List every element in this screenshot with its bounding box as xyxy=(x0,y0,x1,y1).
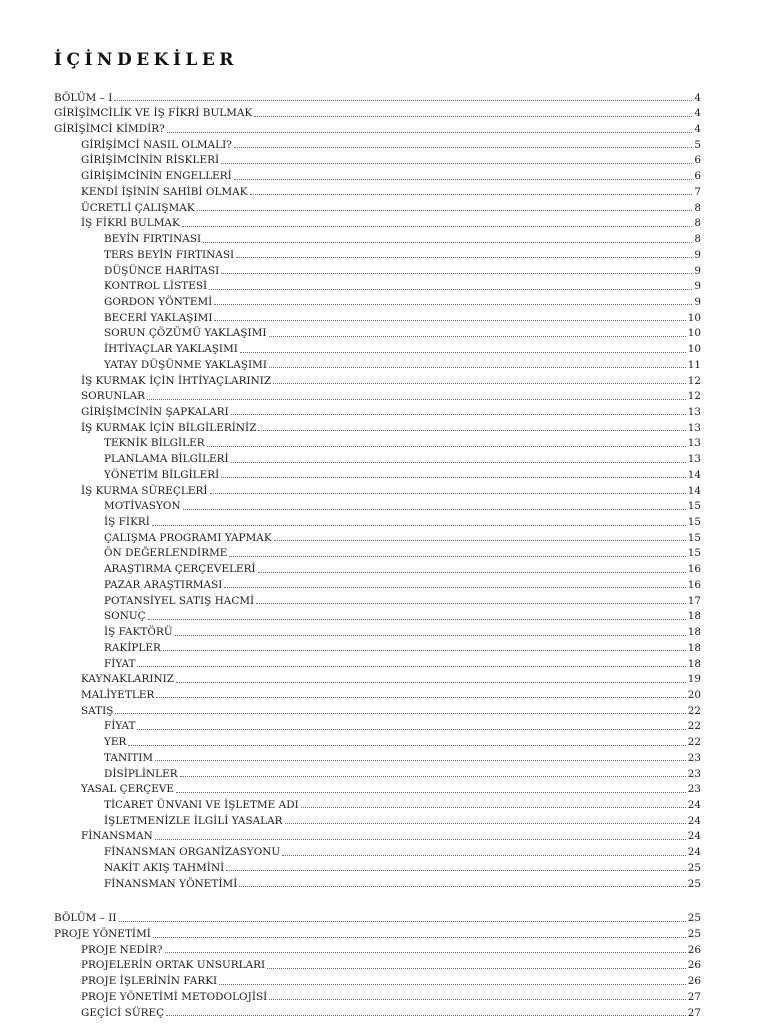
dot-leader xyxy=(182,225,693,227)
toc-page-number: 15 xyxy=(687,516,701,529)
toc-page-number: 24 xyxy=(687,814,701,827)
toc-entry-title: PROJE YÖNETİMİ xyxy=(54,928,151,941)
toc-page-number: 25 xyxy=(687,928,701,941)
dot-leader xyxy=(180,775,686,777)
toc-entry[interactable] xyxy=(104,528,701,544)
toc-page-number: 26 xyxy=(687,943,701,956)
toc-page-number: 13 xyxy=(687,453,701,466)
dot-leader xyxy=(115,712,685,714)
toc-entry[interactable] xyxy=(104,607,701,623)
toc-page-number: 26 xyxy=(687,975,701,988)
toc-entry-title: YASAL ÇERÇEVE xyxy=(81,783,175,796)
toc-entry-title: İŞ KURMAK İÇİN İHTİYAÇLARINIZ xyxy=(81,374,272,387)
dot-leader xyxy=(273,382,686,384)
dot-leader xyxy=(166,1014,686,1016)
toc-entry-title: YÖNETİM BİLGİLERİ xyxy=(104,468,220,481)
toc-entry-title: TERS BEYİN FIRTINASI xyxy=(104,248,235,261)
toc-entry-title: SATIŞ xyxy=(81,704,114,717)
toc-entry-title: İŞLETMENİZLE İLGİLİ YASALAR xyxy=(104,814,283,827)
toc-page-number: 18 xyxy=(687,610,701,623)
toc-entry-title: PLANLAMA BİLGİLERİ xyxy=(104,453,229,466)
dot-leader xyxy=(239,885,685,887)
toc-entry-title: İŞ FİKRİ xyxy=(104,516,150,529)
dot-leader xyxy=(155,838,686,840)
toc-page-number: 24 xyxy=(687,830,701,843)
toc-page-number: 18 xyxy=(687,626,701,639)
dot-leader xyxy=(256,602,686,604)
dot-leader xyxy=(282,854,686,856)
toc-entry[interactable] xyxy=(54,924,701,940)
toc-entry[interactable] xyxy=(104,795,701,811)
toc-entry[interactable] xyxy=(81,135,701,151)
toc-page-number: 9 xyxy=(694,264,701,277)
toc-entry-title: RAKİPLER xyxy=(104,641,161,654)
dot-leader xyxy=(274,539,686,541)
dot-leader xyxy=(183,508,686,510)
toc-entry-title: TEKNİK BİLGİLER xyxy=(104,437,205,450)
toc-entry[interactable] xyxy=(81,402,701,418)
toc-page-number: 5 xyxy=(694,138,701,151)
toc-entry-title: ÇALIŞMA PROGRAMI YAPMAK xyxy=(104,531,272,544)
toc-entry-title: SONUÇ xyxy=(104,610,146,623)
toc-entry[interactable] xyxy=(81,940,701,956)
toc-entry-title: SORUN ÇÖZÜMÜ YAKLAŞIMI xyxy=(104,327,267,340)
toc-entry-title: GORDON YÖNTEMİ xyxy=(104,295,213,308)
toc-page-number: 22 xyxy=(687,736,701,749)
toc-entry-title: BÖLÜM – I xyxy=(54,91,113,104)
dot-leader xyxy=(165,951,686,953)
toc-page-number: 9 xyxy=(694,248,701,261)
toc-entry-title: BEYİN FIRTINASI xyxy=(104,233,202,246)
toc-page-number: 14 xyxy=(687,468,701,481)
toc-entry-title: GİRİŞİMCİLİK VE İŞ FİKRİ BULMAK xyxy=(54,107,253,120)
toc-page-number: 7 xyxy=(694,185,701,198)
dot-leader xyxy=(156,696,685,698)
dot-leader xyxy=(128,744,685,746)
toc-entry[interactable] xyxy=(81,371,701,387)
toc-entry[interactable] xyxy=(81,151,701,167)
toc-entry[interactable] xyxy=(81,418,701,434)
dot-leader xyxy=(269,998,685,1000)
toc-page-number: 26 xyxy=(687,959,701,972)
dot-leader xyxy=(176,681,686,683)
toc-page-number: 15 xyxy=(687,500,701,513)
toc-page-number: 16 xyxy=(687,563,701,576)
dot-leader xyxy=(258,571,686,573)
toc-entry-title: SORUNLAR xyxy=(81,390,145,403)
dot-leader xyxy=(301,806,686,808)
toc-entry[interactable] xyxy=(104,874,701,890)
dot-leader xyxy=(219,983,686,985)
toc-page-number: 24 xyxy=(687,846,701,859)
toc-page-number: 25 xyxy=(687,861,701,874)
toc-entry-title: İŞ KURMAK İÇİN BİLGİLERİNİZ xyxy=(81,421,257,434)
dot-leader xyxy=(258,429,685,431)
dot-leader xyxy=(231,461,686,463)
dot-leader xyxy=(148,618,686,620)
toc-page-number: 15 xyxy=(687,547,701,560)
dot-leader xyxy=(236,256,692,258)
toc-title: İÇİNDEKİLER xyxy=(54,50,238,70)
toc-entry[interactable] xyxy=(81,182,701,198)
toc-entry-title: GİRİŞİMCİ NASIL OLMALI? xyxy=(81,138,232,151)
dot-leader xyxy=(175,634,686,636)
toc-entry[interactable] xyxy=(104,512,701,528)
toc-entry-title: PROJE NEDİR? xyxy=(81,943,163,956)
toc-page-number: 18 xyxy=(687,657,701,670)
toc-entry-title: KENDİ İŞİNİN SAHİBİ OLMAK xyxy=(81,185,248,198)
toc-page-number: 12 xyxy=(687,390,701,403)
toc-entry[interactable] xyxy=(54,104,701,120)
toc-entry-title: POTANSİYEL SATIŞ HACMİ xyxy=(104,594,255,607)
toc-entry[interactable] xyxy=(104,654,701,670)
dot-leader xyxy=(167,131,693,133)
dot-leader xyxy=(153,936,686,938)
toc-entry[interactable] xyxy=(104,843,701,859)
toc-page-number: 16 xyxy=(687,578,701,591)
dot-leader xyxy=(226,869,686,871)
toc-entry[interactable] xyxy=(104,575,701,591)
toc-entry-title: FİYAT xyxy=(104,720,136,733)
toc-entry-title: YATAY DÜŞÜNME YAKLAŞIMI xyxy=(104,358,268,371)
toc-page-number: 25 xyxy=(687,912,701,925)
toc-entry-title: PROJE YÖNETİMİ METODOLOJİSİ xyxy=(81,990,268,1003)
dot-leader xyxy=(269,366,686,368)
toc-entry-title: ÜCRETLİ ÇALIŞMAK xyxy=(81,201,195,214)
toc-page-number: 17 xyxy=(687,594,701,607)
toc-entry[interactable] xyxy=(104,340,701,356)
toc-entry[interactable] xyxy=(81,214,701,230)
toc-entry-title: İŞ FİKRİ BULMAK xyxy=(81,217,180,230)
dot-leader xyxy=(269,335,686,337)
dot-leader xyxy=(224,586,685,588)
toc-entry[interactable] xyxy=(104,324,701,340)
dot-leader xyxy=(137,665,685,667)
toc-entry-title: BÖLÜM – II xyxy=(54,912,117,925)
toc-entry[interactable] xyxy=(81,701,701,717)
toc-page-number: 8 xyxy=(694,233,701,246)
toc-entry-title: GİRİŞİMCİNİN ENGELLERİ xyxy=(81,170,232,183)
toc-page-number: 23 xyxy=(687,767,701,780)
toc-page-number: 10 xyxy=(687,343,701,356)
dot-leader xyxy=(209,288,692,290)
toc-page-number: 25 xyxy=(687,877,701,890)
dot-leader xyxy=(203,241,692,243)
toc-entry[interactable] xyxy=(104,465,701,481)
toc-entry[interactable] xyxy=(81,987,701,1003)
toc-page-number: 22 xyxy=(687,704,701,717)
toc-entry[interactable] xyxy=(104,622,701,638)
toc-page-number: 19 xyxy=(687,673,701,686)
toc-entry-title: ÖN DEĞERLENDİRME xyxy=(104,547,228,560)
toc-entry[interactable] xyxy=(104,560,701,576)
toc-entry[interactable] xyxy=(104,591,701,607)
toc-entry[interactable] xyxy=(54,88,701,104)
toc-entry[interactable] xyxy=(81,1003,701,1019)
toc-page-number: 10 xyxy=(687,327,701,340)
toc-page-number: 18 xyxy=(687,641,701,654)
toc-page-number: 27 xyxy=(687,990,701,1003)
toc-entry-title: MALİYETLER xyxy=(81,688,155,701)
toc-entry-title: FİNANSMAN ORGANİZASYONU xyxy=(104,846,281,859)
toc-page-number: 22 xyxy=(687,720,701,733)
toc-entry[interactable] xyxy=(81,685,701,701)
toc-entry-title: FİYAT xyxy=(104,657,136,670)
toc-page-number: 10 xyxy=(687,311,701,324)
toc-entry-title: İŞ FAKTÖRÜ xyxy=(104,626,173,639)
toc-entry[interactable] xyxy=(104,497,701,513)
toc-entry-title: TANITIM xyxy=(104,751,154,764)
toc-entry[interactable] xyxy=(104,450,701,466)
dot-leader xyxy=(254,115,692,117)
toc-page-number: 24 xyxy=(687,798,701,811)
toc-entry[interactable] xyxy=(54,119,701,135)
toc-entry-title: DİSİPLİNLER xyxy=(104,767,178,780)
toc-entry[interactable] xyxy=(81,827,701,843)
toc-entry-title: FİNANSMAN YÖNETİMİ xyxy=(104,877,238,890)
toc-entry[interactable] xyxy=(81,387,701,403)
toc-page-number: 15 xyxy=(687,531,701,544)
toc-entry-title: GEÇİCİ SÜREÇ xyxy=(81,1006,165,1019)
toc-entry[interactable] xyxy=(104,229,701,245)
dot-leader xyxy=(137,728,685,730)
dot-leader xyxy=(207,445,686,447)
toc-entry-title: DÜŞÜNCE HARİTASI xyxy=(104,264,220,277)
dot-leader xyxy=(285,822,686,824)
toc-page-number: 12 xyxy=(687,374,701,387)
dot-leader xyxy=(221,272,692,274)
toc-page-number: 20 xyxy=(687,688,701,701)
toc-page-number: 6 xyxy=(694,170,701,183)
dot-leader xyxy=(221,162,692,164)
toc-entry[interactable] xyxy=(104,245,701,261)
toc-entry-title: PROJE İŞLERİNİN FARKI xyxy=(81,975,218,988)
toc-page-number: 4 xyxy=(694,107,701,120)
dot-leader xyxy=(210,492,686,494)
dot-leader xyxy=(214,303,692,305)
dot-leader xyxy=(163,649,686,651)
toc-entry-title: GİRİŞİMCİNİN RİSKLERİ xyxy=(81,154,220,167)
toc-entry[interactable] xyxy=(104,748,701,764)
toc-entry[interactable] xyxy=(81,780,701,796)
toc-page-number: 4 xyxy=(694,123,701,136)
dot-leader xyxy=(152,524,686,526)
toc-page-number: 8 xyxy=(694,201,701,214)
toc-entry[interactable] xyxy=(81,167,701,183)
toc-page-number: 11 xyxy=(687,358,701,371)
toc-page-number: 4 xyxy=(694,91,701,104)
toc-entry-title: BECERİ YAKLAŞIMI xyxy=(104,311,213,324)
toc-page-number: 9 xyxy=(694,295,701,308)
dot-leader xyxy=(250,193,693,195)
dot-leader xyxy=(155,759,686,761)
toc-entry-title: KONTROL LİSTESİ xyxy=(104,280,208,293)
dot-leader xyxy=(240,351,686,353)
toc-entry-title: İŞ KURMA SÜREÇLERİ xyxy=(81,484,208,497)
toc-entry-title: İHTİYAÇLAR YAKLAŞIMI xyxy=(104,343,238,356)
toc-entry-title: YER xyxy=(104,736,127,749)
toc-entry[interactable] xyxy=(104,277,701,293)
toc-entry[interactable] xyxy=(54,909,701,925)
toc-entry[interactable] xyxy=(104,764,701,780)
toc-entry[interactable] xyxy=(104,858,701,874)
toc-entry-title: KAYNAKLARINIZ xyxy=(81,673,175,686)
toc-entry-title: PAZAR ARAŞTIRMASI xyxy=(104,578,223,591)
toc-entry-title: PROJELERİN ORTAK UNSURLARI xyxy=(81,959,266,972)
dot-leader xyxy=(214,319,685,321)
dot-leader xyxy=(234,146,693,148)
dot-leader xyxy=(119,920,686,922)
dot-leader xyxy=(114,99,692,101)
toc-entry[interactable] xyxy=(104,717,701,733)
toc-page-number: 23 xyxy=(687,751,701,764)
toc-entry[interactable] xyxy=(104,261,701,277)
toc-entry-title: MOTİVASYON xyxy=(104,500,181,513)
toc-page-number: 9 xyxy=(694,280,701,293)
toc-entry[interactable] xyxy=(104,355,701,371)
toc-entry[interactable] xyxy=(104,308,701,324)
toc-entry[interactable] xyxy=(104,544,701,560)
dot-leader xyxy=(267,967,686,969)
toc-entry-title: TİCARET ÜNVANI VE İŞLETME ADI xyxy=(104,798,299,811)
toc-page-number: 14 xyxy=(687,484,701,497)
toc-entry[interactable] xyxy=(81,670,701,686)
dot-leader xyxy=(229,555,685,557)
toc-page-number: 6 xyxy=(694,154,701,167)
dot-leader xyxy=(221,476,685,478)
toc-page-number: 23 xyxy=(687,783,701,796)
dot-leader xyxy=(147,398,686,400)
toc-entry-title: GİRİŞİMCİNİN ŞAPKALARI xyxy=(81,405,229,418)
toc-entry[interactable] xyxy=(104,434,701,450)
toc-entry-title: NAKİT AKIŞ TAHMİNİ xyxy=(104,861,225,874)
toc-entry[interactable] xyxy=(104,733,701,749)
toc-entry[interactable] xyxy=(81,972,701,988)
toc-entry-title: GİRİŞİMCİ KİMDİR? xyxy=(54,123,165,136)
toc-entry[interactable] xyxy=(104,638,701,654)
toc-entry[interactable] xyxy=(81,198,701,214)
toc-entry[interactable] xyxy=(104,292,701,308)
toc-entry[interactable] xyxy=(81,956,701,972)
toc-page-number: 8 xyxy=(694,217,701,230)
toc-page-number: 13 xyxy=(687,421,701,434)
dot-leader xyxy=(176,791,686,793)
toc-page-number: 27 xyxy=(687,1006,701,1019)
dot-leader xyxy=(234,178,693,180)
dot-leader xyxy=(231,413,686,415)
toc-entry[interactable] xyxy=(81,481,701,497)
toc-page-number: 13 xyxy=(687,405,701,418)
toc-entry-title: FİNANSMAN xyxy=(81,830,153,843)
toc-entry[interactable] xyxy=(104,811,701,827)
dot-leader xyxy=(197,209,693,211)
toc-page-number: 13 xyxy=(687,437,701,450)
toc-entry-title: ARAŞTIRMA ÇERÇEVELERİ xyxy=(104,563,256,576)
